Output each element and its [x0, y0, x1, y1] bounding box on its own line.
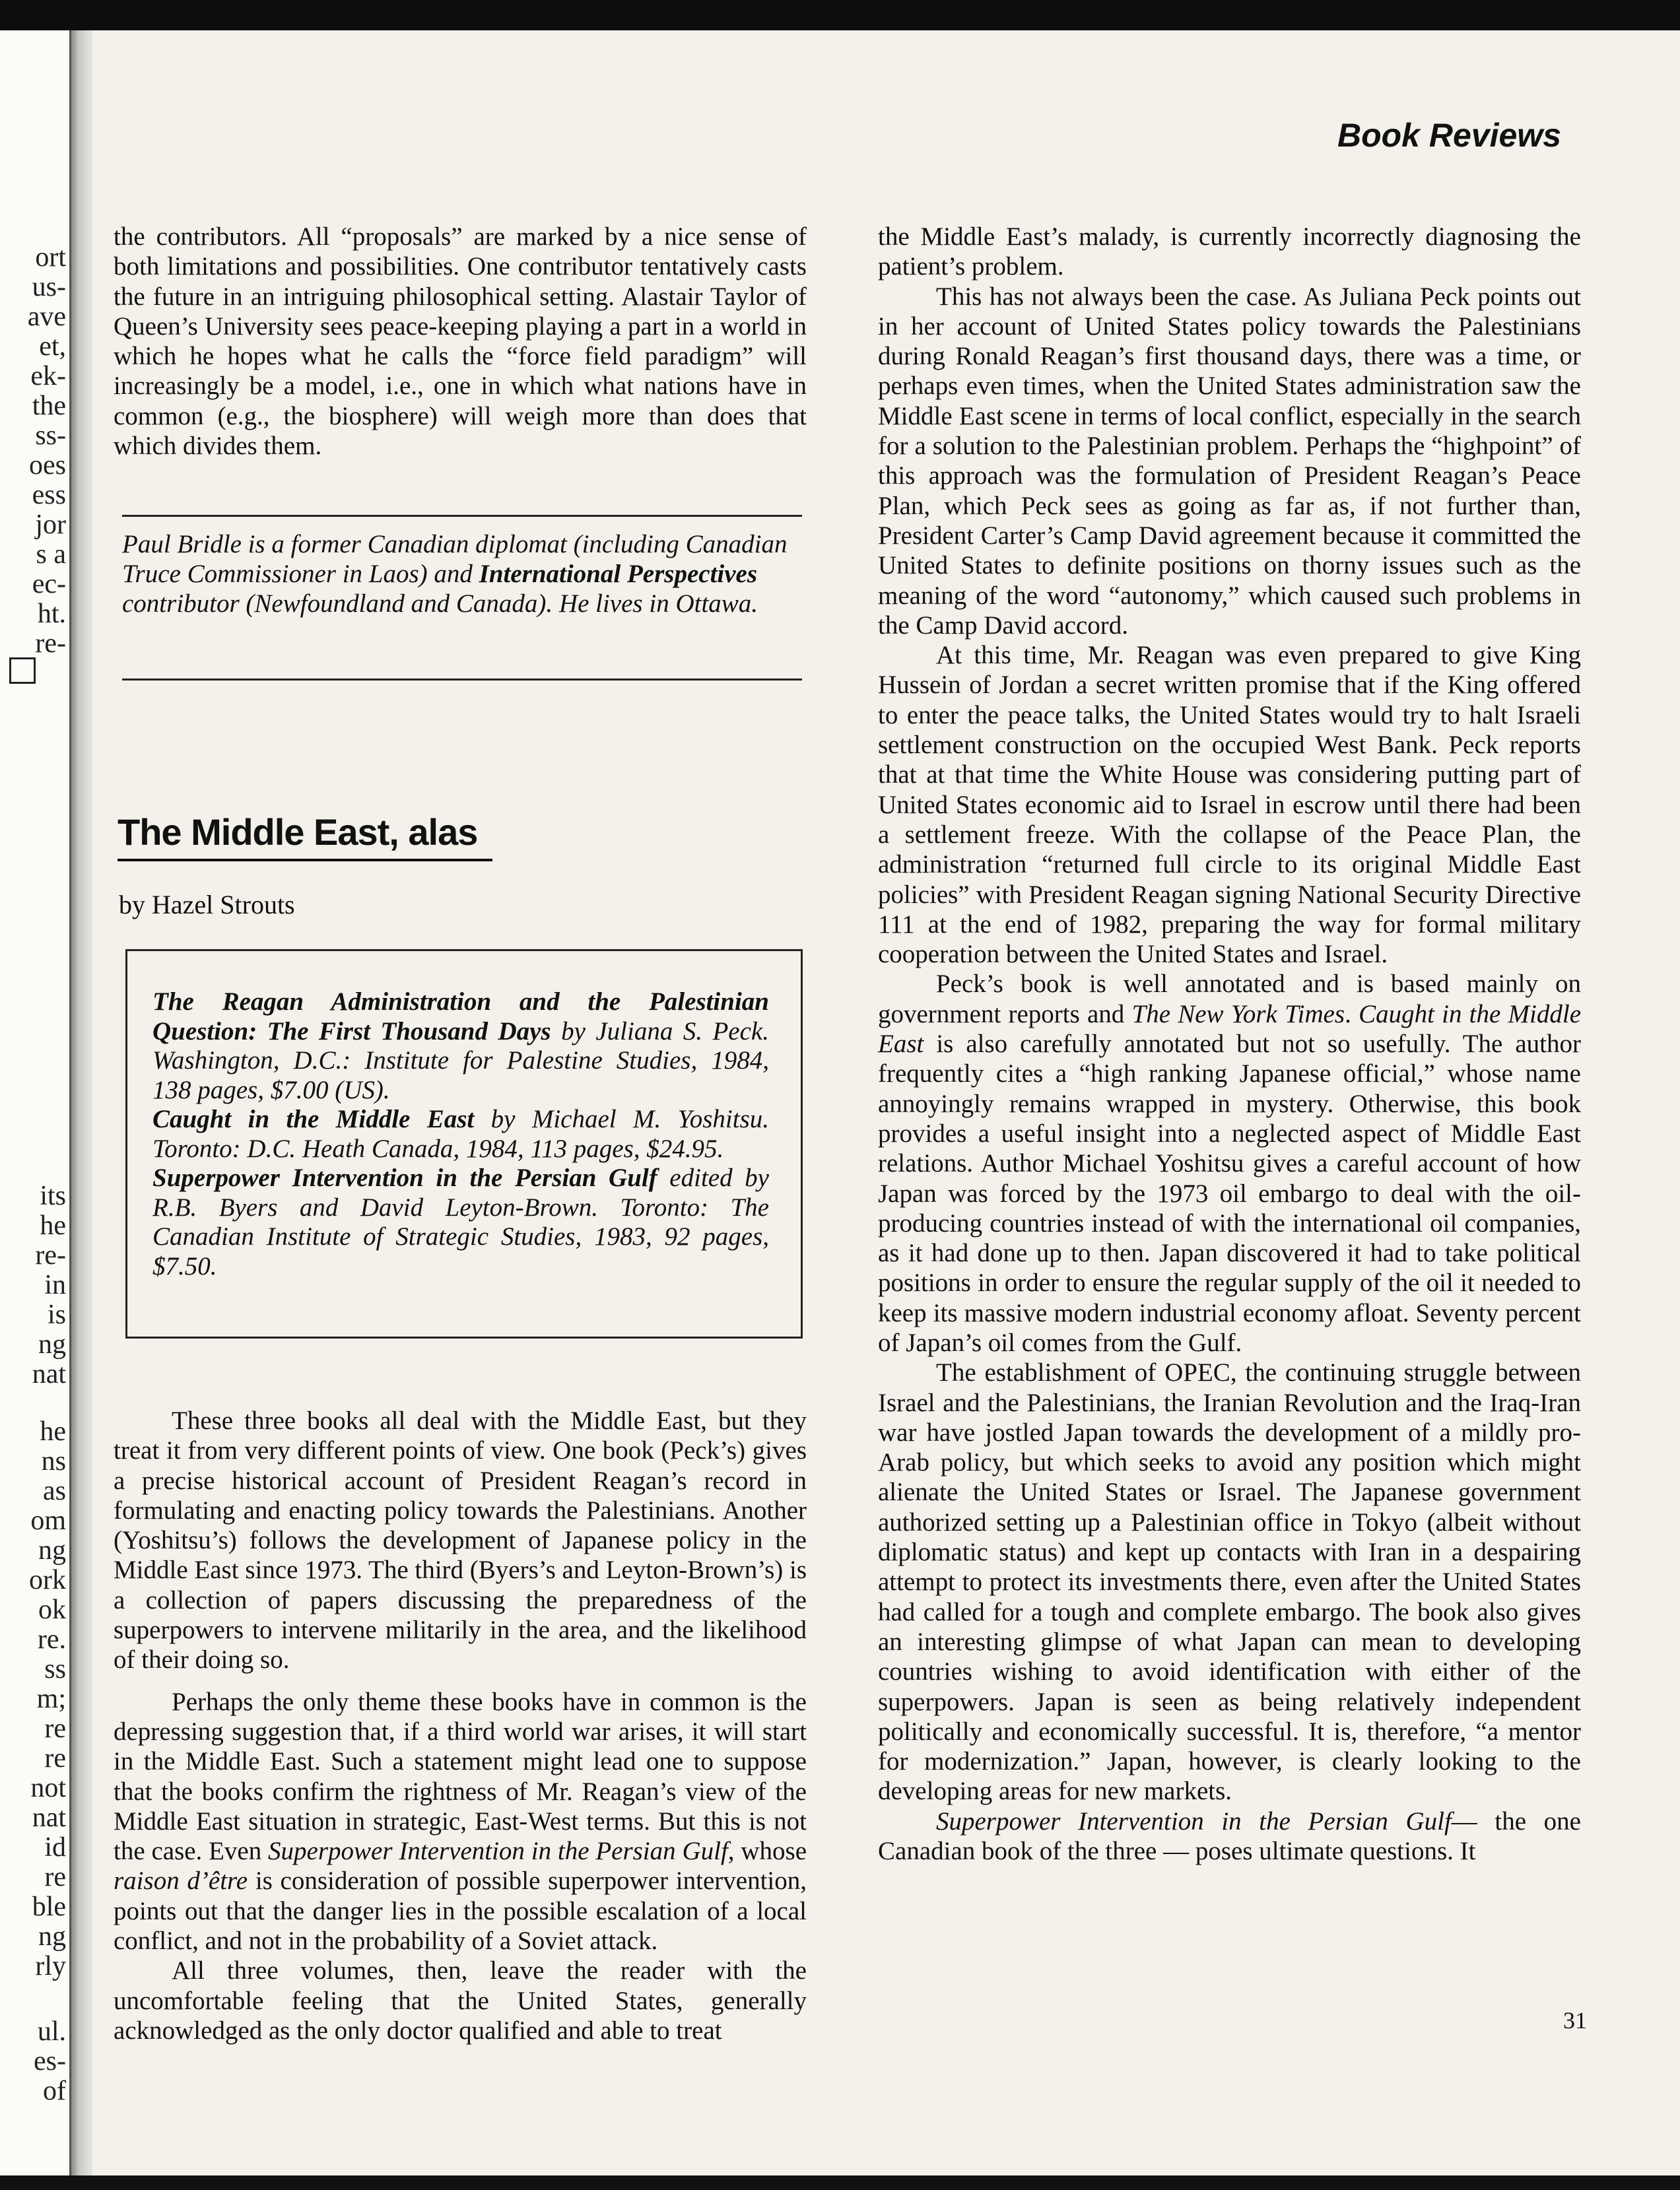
facing-page-fragments: ul. es- of [34, 2016, 66, 2106]
text-run: Perhaps the only theme these books have in common is the depressing suggestion that, if a third world war arises, it will start in the Middle East. Such a statement might lead one to suppose that the books confirm the rightness of Mr. Reagan’s view of the Middle East situation in strategic, East-West terms. But this is not the case. Even [114, 1687, 807, 1866]
body-paragraph [878, 969, 1581, 1358]
text-run: is also carefully annotated but not so usefully. The author frequently cites a “high ranking Japanese official,” whose name annoyingly remains wrapped in mystery. Otherwise, this book provides a useful insight into a neglected aspect of Middle East relations. Author Michael Yoshitsu gives a careful account of how Japan was forced by the 1973 oil embargo to deal with the oil-producing countries instead of with the international oil companies, as it had done up to then. Japan discovered it had to take political positions in order to ensure the regular supply of the oil it needed to keep its massive modern industrial economy afloat. Seventy percent of Japan’s oil comes from the Gulf. [878, 1030, 1581, 1357]
text-run: — the one Canadian book of the three — poses ultimate questions. It [878, 1807, 1581, 1866]
text-run: . [1345, 999, 1359, 1028]
facing-page-fragments: he ns as om ng ork ok re. ss m; re re not nat id re ble ng rly [29, 1416, 66, 1981]
binding-gutter [71, 30, 92, 2175]
byline: by Hazel Strouts [119, 890, 295, 919]
book-title: Caught in the Middle East [152, 1105, 475, 1133]
end-mark-box [9, 657, 36, 684]
body-paragraph: This has not always been the case. As Juliana Peck points out in her account of United States policy towards the Palestinians during Ronald Reagan’s first thousand days, there was a time, or perhaps even times, when the United States administration saw the Middle East scene in terms of local conflict, especially in the search for a solution to the Palestinian problem. Perhaps the “highpoint” of this approach was the formulation of President Reagan’s Peace Plan, which Peck sees as going as far as, if not further than, President Carter’s Camp David agreement because it committed the United States to definite positions on thorny issues such as the meaning of the word “autonomy,” which caused such problems in the Camp David accord. [878, 282, 1581, 640]
article-title: The Middle East, alas [118, 811, 478, 853]
rule-bottom [122, 679, 802, 680]
body-paragraph [114, 1687, 807, 1956]
books-reviewed-box [125, 949, 803, 1339]
rule-top [122, 515, 802, 517]
article-body-left [114, 1406, 807, 2045]
book-details: by Juliana S. Peck. Washington, D.C.: Institute for Palestine Studies, 1984, 138 pages, $7.00 (US). [152, 1016, 769, 1104]
book-reference: Caught in the Middle East [878, 999, 1581, 1059]
text-run: is consideration of possible superpower intervention, points out that the danger lies in the possible escalation of a local conflict, and not in the probability of a Soviet attack. [114, 1867, 807, 1956]
book-entry [152, 1105, 769, 1164]
author-bio [122, 529, 802, 618]
closing-paragraph: the contributors. All “proposals” are marked by a nice sense of both limitations and possibilities. One contributor tentatively casts the future in an intriguing philosophical setting. Alastair Taylor of Queen’s University sees peace-keeping playing a part in a world in which he hopes what he calls the “force field paradigm” will increasingly be a model, i.e., one in which what nations have in common (e.g., the biosphere) will weigh more than does that which divides them. [114, 222, 807, 461]
article-body-right [878, 222, 1581, 1866]
previous-review-ending [114, 222, 807, 461]
body-paragraph: The establishment of OPEC, the continuing struggle between Israel and the Palestinians, the Iranian Revolution and the Iraq-Iran war have jostled Japan towards the development of a mildly pro-Arab policy, but which seeks to avoid any position which might alienate the United States or Israel. The Japanese government authorized setting up a Palestinian office in Tokyo (albeit without diplomatic status) and kept up contacts with Iran in a despairing attempt to protect its investments there, even after the United States had called for a tough and complete embargo. The book also gives an interesting glimpse of what Japan can mean to developing countries wishing to avoid identification with either of the superpowers. Japan is seen as being relatively independent politically and economically successful. It is, therefore, “a mentor for modernization.” Japan, however, is clearly looking to the developing areas for new markets. [878, 1358, 1581, 1806]
newspaper-reference: The New York Times [1131, 999, 1345, 1028]
body-paragraph: At this time, Mr. Reagan was even prepared to give King Hussein of Jordan a secret written promise that if the King offered to enter the peace talks, the United States would try to halt Israeli settlement construction on the occupied West Bank. Peck reports that at that time the White House was considering putting part of United States economic aid to Israel in escrow until there had been a settlement freeze. With the collapse of the Peace Plan, the administration “returned full circle to its original Middle East policies” with President Reagan signing National Security Directive 111 at the end of 1982, preparing the way for formal military cooperation between the United States and Israel. [878, 641, 1581, 969]
text-run: Peck’s book is well annotated and is based mainly on government reports and [878, 970, 1581, 1028]
section-header: Book Reviews [1337, 117, 1561, 154]
scan-bottom-border [0, 2175, 1680, 2190]
book-entry [152, 987, 769, 1105]
title-underline [118, 859, 492, 861]
facing-page-fragments: ort us- ave et, ek- the ss- oes ess jor s a ec- ht. re- [27, 242, 66, 659]
book-details: edited by R.B. Byers and David Leyton-Brown. Toronto: The Canadian Institute of Strategic Studies, 1983, 92 pages, $7.50. [152, 1164, 769, 1280]
body-paragraph: These three books all deal with the Middle East, but they treat it from very different points of view. One book (Peck’s) gives a precise historical account of President Reagan’s record in formulating and enacting policy towards the Palestinians. Another (Yoshitsu’s) follows the development of Japanese policy in the Middle East since 1973. The third (Byers’s and Leyton-Brown’s) is a collection of papers discussing the preparedness of the superpowers to intervene militarily in the area, and the likelihood of their doing so. [114, 1407, 807, 1675]
facing-page-fragments: its he re- in is ng nat [32, 1181, 66, 1389]
scan-top-border [0, 0, 1680, 30]
book-reference: Superpower Intervention in the Persian Gulf [268, 1837, 728, 1866]
page-number: 31 [1563, 2007, 1587, 2034]
text-run: , whose [727, 1837, 807, 1866]
book-title: Superpower Intervention in the Persian Gulf [152, 1164, 657, 1192]
book-entry [152, 1164, 769, 1281]
book-reference: Superpower Intervention in the Persian Gulf [936, 1807, 1452, 1836]
bio-text: Paul Bridle is a former Canadian diplomat (including Canadian Truce Commissioner in Laos) and [122, 530, 788, 588]
book-details: by Michael M. Yoshitsu. Toronto: D.C. Heath Canada, 1984, 113 pages, $24.95. [152, 1105, 769, 1163]
body-paragraph: All three volumes, then, leave the reader with the uncomfortable feeling that the United States, generally acknowledged as the only doctor qualified and able to treat [114, 1956, 807, 2045]
bio-text: contributor (Newfoundland and Canada). He lives in Ottawa. [122, 589, 758, 618]
body-paragraph [878, 1807, 1581, 1867]
foreign-phrase: raison d’être [114, 1867, 248, 1896]
book-title: The Reagan Administration and the Palestinian Question: The First Thousand Days [152, 987, 769, 1045]
bio-publication: International Perspectives [479, 560, 758, 588]
body-paragraph: the Middle East’s malady, is currently incorrectly diagnosing the patient’s problem. [878, 222, 1581, 281]
